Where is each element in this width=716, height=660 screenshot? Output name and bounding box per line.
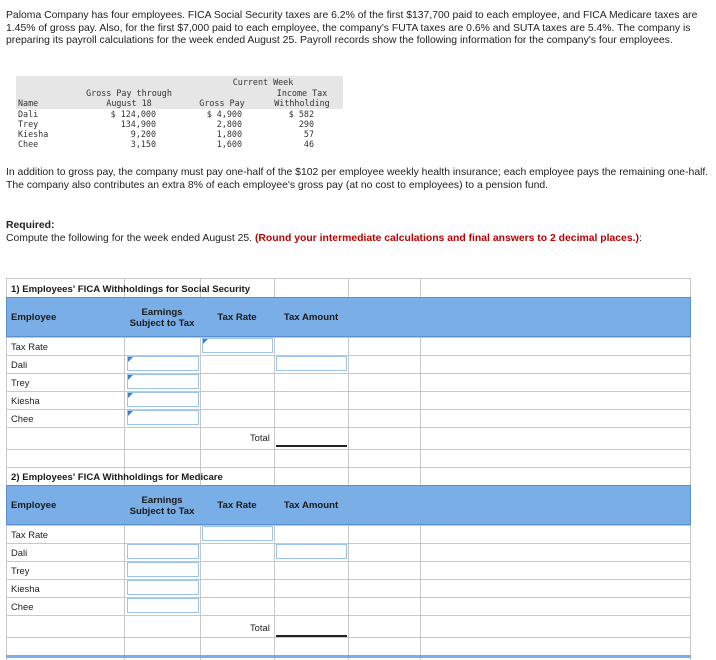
- section2-row-label: Tax Rate: [11, 529, 48, 540]
- answer-grid: [6, 278, 691, 660]
- record-name: Trey: [18, 119, 39, 129]
- section2-title: 2) Employees' FICA Withholdings for Medicare: [11, 472, 223, 483]
- section1-header: [6, 297, 691, 337]
- records-col-gross: Gross Pay: [199, 98, 245, 108]
- record-name: Kiesha: [18, 129, 49, 139]
- required-label: Required:: [6, 220, 55, 231]
- record-tax: 57: [303, 129, 314, 139]
- section2-col-amount: Tax Amount: [283, 500, 339, 511]
- section2-chee-earnings-input[interactable]: [127, 598, 199, 613]
- section2-row-label: Dali: [11, 547, 28, 558]
- section1-row-label: Dali: [11, 359, 28, 370]
- record-ytd: 134,900: [120, 119, 156, 129]
- records-col-tax-1: Income Tax: [276, 88, 328, 98]
- section1-total-underline: [276, 445, 347, 447]
- record-tax: 46: [303, 139, 314, 149]
- section1-total-label: Total: [250, 432, 270, 443]
- section2-row-label: Kiesha: [11, 583, 40, 594]
- section1-col-earnings-1: Earnings: [141, 307, 183, 318]
- section1-dali-earnings-input[interactable]: [127, 356, 199, 371]
- section1-col-earnings-2: Subject to Tax: [129, 318, 195, 329]
- records-col-ytd-2: August 18: [106, 98, 152, 108]
- section1-kiesha-earnings-input[interactable]: [127, 392, 199, 407]
- section1-col-employee: Employee: [11, 312, 57, 323]
- section1-trey-earnings-input[interactable]: [127, 374, 199, 389]
- records-col-name: Name: [18, 98, 39, 108]
- section2-dali-earnings-input[interactable]: [127, 544, 199, 559]
- record-name: Chee: [18, 139, 39, 149]
- record-ytd: $ 124,000: [110, 109, 156, 119]
- record-tax: $ 582: [288, 109, 314, 119]
- required-colon: :: [638, 232, 642, 244]
- section1-dali-amount-input[interactable]: [276, 356, 347, 371]
- record-name: Dali: [18, 109, 39, 119]
- problem-intro: Paloma Company has four employees. FICA Social Security taxes are 6.2% of the first $137,700 paid to each employee, and FICA Medicare taxes are 1.45% of gross pay. Also, for the first $7,000 paid to each employee, the company's FUTA taxes are 0.6% and SUTA taxes are 5.4%. The company is preparing its payroll calculations for the week ended August 25. Payroll records show the following information for the company's four employees.: [6, 10, 698, 47]
- record-gross: 1,800: [216, 129, 242, 139]
- record-tax: 290: [298, 119, 314, 129]
- records-col-ytd-1: Gross Pay through: [86, 88, 172, 98]
- section2-col-earnings-2: Subject to Tax: [129, 506, 195, 517]
- section2-kiesha-earnings-input[interactable]: [127, 580, 199, 595]
- section2-col-earnings-1: Earnings: [141, 495, 183, 506]
- record-ytd: 9,200: [130, 129, 156, 139]
- additional-info: In addition to gross pay, the company must pay one-half of the $102 per employee weekly health insurance; each employee pays the remaining one-half. The company also contributes an extra 8% of each employee's gross pay (at no cost to employees) to a pension fund.: [6, 167, 709, 191]
- section2-tax-rate-input[interactable]: [202, 526, 273, 541]
- grid-bottom-bar: [6, 655, 691, 658]
- section1-row-label: Chee: [11, 413, 34, 424]
- section1-col-rate: Tax Rate: [217, 312, 257, 323]
- records-col-tax-2: Withholding: [274, 98, 330, 108]
- section2-row-label: Chee: [11, 601, 34, 612]
- record-gross: $ 4,900: [206, 109, 242, 119]
- section1-tax-rate-input[interactable]: [202, 338, 273, 353]
- section1-row-label: Kiesha: [11, 395, 40, 406]
- required-block: [6, 220, 710, 245]
- section1-title: 1) Employees' FICA Withholdings for Social Security: [11, 284, 251, 295]
- record-gross: 1,600: [216, 139, 242, 149]
- section1-chee-earnings-input[interactable]: [127, 410, 199, 425]
- record-ytd: 3,150: [130, 139, 156, 149]
- section2-col-employee: Employee: [11, 500, 57, 511]
- section2-total-label: Total: [250, 622, 270, 633]
- section1-row-label: Tax Rate: [11, 341, 48, 352]
- section1-row-label: Trey: [11, 377, 30, 388]
- section2-header: [6, 485, 691, 525]
- records-current-week: Current Week: [232, 77, 294, 87]
- section2-col-rate: Tax Rate: [217, 500, 257, 511]
- section2-dali-amount-input[interactable]: [276, 544, 347, 559]
- required-text: Compute the following for the week ended August 25.: [6, 232, 255, 244]
- section2-trey-earnings-input[interactable]: [127, 562, 199, 577]
- rounding-note: (Round your intermediate calculations and final answers to 2 decimal places.): [254, 232, 639, 244]
- section2-row-label: Trey: [11, 565, 30, 576]
- record-gross: 2,800: [216, 119, 242, 129]
- section1-col-amount: Tax Amount: [283, 312, 339, 323]
